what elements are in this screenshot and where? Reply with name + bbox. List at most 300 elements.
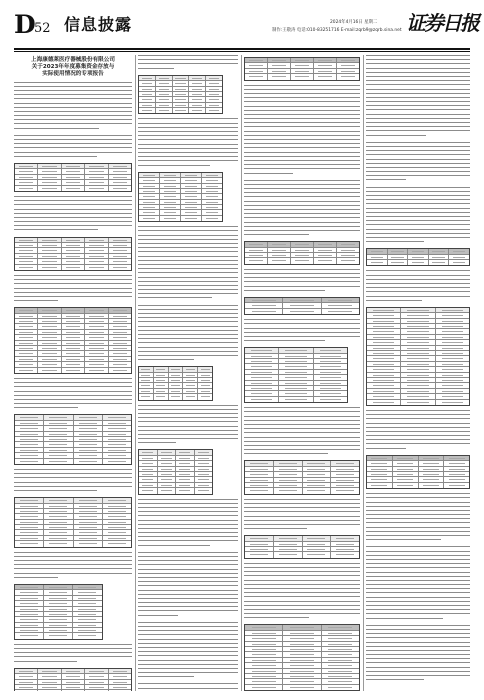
table-cell bbox=[74, 541, 103, 546]
table-cell bbox=[303, 547, 332, 551]
table-cell bbox=[202, 173, 222, 177]
table-cell bbox=[15, 520, 44, 524]
table-cell bbox=[109, 314, 131, 318]
text-paragraph bbox=[366, 625, 470, 684]
column-separator bbox=[363, 55, 364, 691]
table-cell bbox=[103, 415, 131, 419]
text-paragraph bbox=[138, 552, 238, 619]
table-cell bbox=[85, 680, 108, 684]
table-cell bbox=[85, 335, 108, 339]
table-cell bbox=[331, 472, 359, 476]
table-cell bbox=[401, 340, 435, 344]
table-cell bbox=[139, 378, 154, 382]
table-cell bbox=[367, 373, 401, 377]
table-cell bbox=[173, 97, 190, 101]
table-cell bbox=[314, 391, 347, 395]
table-cell bbox=[408, 260, 429, 265]
table-cell bbox=[337, 253, 359, 257]
table-cell bbox=[103, 426, 131, 430]
table-cell bbox=[15, 509, 44, 513]
table-cell bbox=[245, 69, 268, 73]
table-cell bbox=[109, 308, 131, 312]
table-cell bbox=[195, 477, 213, 481]
table-cell bbox=[15, 341, 38, 345]
table-cell bbox=[15, 448, 44, 452]
table-cell bbox=[303, 467, 332, 471]
table-cell bbox=[183, 389, 198, 393]
text-paragraph bbox=[14, 644, 132, 665]
table-cell bbox=[73, 612, 101, 616]
text-paragraph bbox=[366, 142, 470, 184]
table-cell bbox=[183, 378, 198, 382]
table-cell bbox=[367, 255, 388, 259]
table-cell bbox=[38, 335, 61, 339]
table-cell bbox=[202, 205, 222, 209]
table-cell bbox=[15, 453, 44, 457]
column-separator bbox=[241, 55, 242, 691]
table-cell bbox=[245, 472, 274, 476]
table-cell bbox=[15, 525, 44, 529]
table-cell bbox=[15, 628, 44, 632]
table-cell bbox=[245, 467, 274, 471]
table-cell bbox=[73, 633, 101, 638]
table-cell bbox=[38, 254, 61, 258]
table-cell bbox=[245, 298, 283, 302]
table-row bbox=[245, 309, 359, 314]
table-cell bbox=[103, 453, 131, 457]
table-cell bbox=[15, 314, 38, 318]
table-cell bbox=[139, 184, 160, 188]
table-cell bbox=[156, 97, 173, 101]
table-cell bbox=[109, 330, 131, 334]
table-cell bbox=[206, 103, 222, 107]
table-cell bbox=[160, 173, 181, 177]
table-cell bbox=[393, 456, 419, 460]
table-cell bbox=[367, 483, 393, 488]
table-cell bbox=[283, 298, 321, 302]
table-cell bbox=[109, 238, 131, 242]
table-cell bbox=[367, 461, 393, 465]
table-cell bbox=[303, 472, 332, 476]
table-cell bbox=[139, 483, 158, 487]
table-cell bbox=[73, 607, 101, 611]
table-cell bbox=[158, 488, 177, 493]
table-cell bbox=[103, 541, 131, 546]
table-cell bbox=[154, 378, 169, 382]
table-cell bbox=[139, 477, 158, 481]
issue-date: 2024年4月16日 星期二 bbox=[330, 20, 378, 25]
table-cell bbox=[160, 194, 181, 198]
text-paragraph bbox=[244, 319, 360, 344]
table-cell bbox=[195, 488, 213, 493]
table-cell bbox=[314, 359, 347, 363]
masthead-rule-thin bbox=[14, 51, 470, 52]
table-cell bbox=[85, 341, 108, 345]
table-cell bbox=[103, 536, 131, 540]
table-cell bbox=[181, 189, 202, 193]
table-cell bbox=[173, 103, 190, 107]
table-cell bbox=[85, 259, 108, 263]
table-cell bbox=[15, 426, 44, 430]
table-cell bbox=[44, 453, 73, 457]
table-cell bbox=[109, 265, 131, 270]
table-cell bbox=[38, 169, 61, 173]
table-cell bbox=[314, 370, 347, 374]
table-cell bbox=[367, 362, 401, 366]
column-1 bbox=[14, 55, 132, 691]
table-cell bbox=[322, 647, 359, 651]
table-cell bbox=[189, 97, 206, 101]
table-cell bbox=[44, 617, 73, 621]
table-cell bbox=[189, 76, 206, 80]
text-paragraph bbox=[14, 469, 132, 494]
page-number: 52 bbox=[34, 21, 51, 36]
table-cell bbox=[62, 362, 85, 366]
table-cell bbox=[156, 108, 173, 113]
table-cell bbox=[314, 63, 337, 67]
table-cell bbox=[176, 483, 195, 487]
table-cell bbox=[103, 442, 131, 446]
table-cell bbox=[436, 378, 469, 382]
table-cell bbox=[245, 552, 274, 557]
table-cell bbox=[314, 381, 347, 385]
table-cell bbox=[38, 186, 61, 191]
table-cell bbox=[291, 69, 314, 73]
table-cell bbox=[322, 298, 359, 302]
data-table bbox=[14, 668, 132, 691]
table-cell bbox=[109, 319, 131, 323]
table-cell bbox=[367, 340, 401, 344]
table-cell bbox=[15, 319, 38, 323]
table-cell bbox=[44, 437, 73, 441]
table-cell bbox=[158, 467, 177, 471]
table-cell bbox=[109, 368, 131, 373]
text-paragraph bbox=[138, 499, 238, 549]
table-cell bbox=[103, 448, 131, 452]
table-row bbox=[245, 488, 359, 493]
table-cell bbox=[103, 509, 131, 513]
table-cell bbox=[85, 308, 108, 312]
table-cell bbox=[74, 530, 103, 534]
table-cell bbox=[44, 530, 73, 534]
table-cell bbox=[245, 685, 283, 690]
table-cell bbox=[160, 184, 181, 188]
table-cell bbox=[109, 175, 131, 179]
table-row bbox=[139, 488, 212, 493]
table-cell bbox=[268, 58, 291, 62]
table-cell bbox=[367, 249, 388, 253]
table-cell bbox=[245, 391, 279, 395]
table-cell bbox=[367, 389, 401, 393]
table-cell bbox=[245, 381, 279, 385]
table-cell bbox=[337, 74, 359, 79]
table-cell bbox=[139, 216, 160, 221]
masthead-rule bbox=[14, 48, 470, 50]
table-cell bbox=[367, 467, 393, 471]
table-cell bbox=[245, 370, 279, 374]
table-cell bbox=[15, 248, 38, 252]
table-cell bbox=[44, 514, 73, 518]
table-cell bbox=[436, 313, 469, 317]
table-cell bbox=[109, 690, 131, 691]
table-cell bbox=[291, 253, 314, 257]
table-cell bbox=[15, 590, 44, 594]
text-paragraph bbox=[244, 180, 360, 239]
article-headline bbox=[14, 57, 132, 79]
table-cell bbox=[139, 194, 160, 198]
table-cell bbox=[337, 248, 359, 252]
table-cell bbox=[15, 324, 38, 328]
table-cell bbox=[38, 175, 61, 179]
table-cell bbox=[38, 680, 61, 684]
data-table bbox=[14, 307, 132, 374]
table-cell bbox=[44, 541, 73, 546]
table-cell bbox=[62, 669, 85, 673]
section-title: 信息披露 bbox=[64, 15, 133, 34]
table-cell bbox=[393, 467, 419, 471]
table-cell bbox=[331, 461, 359, 465]
table-cell bbox=[62, 319, 85, 323]
table-cell bbox=[139, 383, 154, 387]
table-cell bbox=[103, 504, 131, 508]
table-cell bbox=[103, 421, 131, 425]
table-cell bbox=[322, 658, 359, 662]
table-cell bbox=[314, 248, 337, 252]
table-cell bbox=[74, 520, 103, 524]
table-cell bbox=[15, 351, 38, 355]
text-paragraph bbox=[366, 493, 470, 543]
table-cell bbox=[322, 636, 359, 640]
table-cell bbox=[283, 303, 321, 307]
table-cell bbox=[85, 319, 108, 323]
table-cell bbox=[158, 483, 177, 487]
text-paragraph bbox=[366, 270, 470, 304]
table-cell bbox=[38, 314, 61, 318]
text-paragraph bbox=[14, 135, 132, 160]
table-cell bbox=[15, 498, 44, 502]
table-cell bbox=[38, 362, 61, 366]
table-cell bbox=[245, 258, 268, 263]
table-cell bbox=[62, 351, 85, 355]
table-cell bbox=[74, 415, 103, 419]
table-cell bbox=[444, 467, 469, 471]
table-cell bbox=[436, 389, 469, 393]
table-cell bbox=[38, 341, 61, 345]
table-cell bbox=[274, 472, 303, 476]
table-cell bbox=[436, 400, 469, 405]
table-cell bbox=[62, 341, 85, 345]
table-cell bbox=[85, 164, 108, 168]
table-cell bbox=[279, 364, 313, 368]
table-cell bbox=[449, 249, 469, 253]
table-cell bbox=[73, 601, 101, 605]
text-paragraph bbox=[14, 378, 132, 412]
table-cell bbox=[139, 373, 154, 377]
table-cell bbox=[44, 421, 73, 425]
table-cell bbox=[85, 368, 108, 373]
table-cell bbox=[15, 612, 44, 616]
table-cell bbox=[367, 378, 401, 382]
table-cell bbox=[189, 81, 206, 85]
table-cell bbox=[44, 628, 73, 632]
data-table bbox=[366, 307, 470, 406]
table-cell bbox=[283, 642, 321, 646]
table-cell bbox=[245, 625, 283, 629]
text-paragraph bbox=[138, 683, 238, 691]
table-cell bbox=[15, 330, 38, 334]
table-cell bbox=[85, 669, 108, 673]
table-cell bbox=[85, 324, 108, 328]
table-cell bbox=[15, 308, 38, 312]
table-cell bbox=[314, 242, 337, 246]
table-cell bbox=[245, 478, 274, 482]
table-cell bbox=[183, 383, 198, 387]
table-cell bbox=[154, 383, 169, 387]
table-cell bbox=[198, 383, 212, 387]
table-row bbox=[15, 690, 131, 691]
text-paragraph bbox=[244, 563, 360, 622]
table-cell bbox=[367, 400, 401, 405]
table-cell bbox=[322, 652, 359, 656]
table-cell bbox=[401, 313, 435, 317]
table-cell bbox=[169, 389, 184, 393]
table-cell bbox=[176, 467, 195, 471]
table-cell bbox=[139, 488, 158, 493]
table-cell bbox=[268, 63, 291, 67]
table-cell bbox=[15, 596, 44, 600]
table-cell bbox=[85, 265, 108, 270]
table-cell bbox=[15, 585, 44, 589]
table-cell bbox=[206, 97, 222, 101]
table-cell bbox=[85, 238, 108, 242]
table-cell bbox=[139, 76, 156, 80]
table-cell bbox=[401, 335, 435, 339]
table-cell bbox=[156, 103, 173, 107]
table-cell bbox=[189, 103, 206, 107]
table-cell bbox=[109, 169, 131, 173]
table-cell bbox=[62, 346, 85, 350]
table-cell bbox=[139, 456, 158, 460]
table-cell bbox=[198, 378, 212, 382]
table-cell bbox=[109, 674, 131, 678]
table-cell bbox=[139, 210, 160, 214]
table-cell bbox=[331, 536, 359, 540]
table-cell bbox=[85, 254, 108, 258]
table-cell bbox=[314, 354, 347, 358]
table-row bbox=[367, 483, 469, 488]
table-cell bbox=[38, 690, 61, 691]
table-cell bbox=[314, 69, 337, 73]
table-cell bbox=[279, 391, 313, 395]
table-cell bbox=[74, 426, 103, 430]
table-cell bbox=[154, 367, 169, 371]
table-cell bbox=[279, 348, 313, 352]
table-cell bbox=[279, 370, 313, 374]
table-cell bbox=[74, 504, 103, 508]
table-cell bbox=[85, 180, 108, 184]
table-cell bbox=[283, 669, 321, 673]
table-cell bbox=[181, 200, 202, 204]
text-paragraph bbox=[244, 499, 360, 533]
table-cell bbox=[169, 378, 184, 382]
table-cell bbox=[198, 373, 212, 377]
table-row bbox=[245, 397, 347, 402]
table-cell bbox=[38, 180, 61, 184]
table-cell bbox=[314, 253, 337, 257]
table-cell bbox=[44, 426, 73, 430]
table-cell bbox=[189, 92, 206, 96]
table-cell bbox=[156, 87, 173, 91]
table-cell bbox=[15, 432, 44, 436]
table-cell bbox=[62, 175, 85, 179]
table-cell bbox=[181, 194, 202, 198]
table-cell bbox=[44, 525, 73, 529]
table-cell bbox=[283, 652, 321, 656]
table-cell bbox=[15, 504, 44, 508]
table-cell bbox=[109, 351, 131, 355]
table-cell bbox=[109, 259, 131, 263]
table-cell bbox=[160, 178, 181, 182]
table-cell bbox=[401, 383, 435, 387]
table-cell bbox=[109, 357, 131, 361]
table-cell bbox=[15, 357, 38, 361]
table-cell bbox=[303, 552, 332, 557]
table-cell bbox=[109, 248, 131, 252]
table-cell bbox=[139, 389, 154, 393]
table-cell bbox=[139, 461, 158, 465]
table-cell bbox=[367, 346, 401, 350]
table-cell bbox=[337, 242, 359, 246]
table-cell bbox=[38, 669, 61, 673]
table-cell bbox=[139, 108, 156, 113]
table-cell bbox=[139, 472, 158, 476]
table-cell bbox=[158, 477, 177, 481]
table-cell bbox=[15, 243, 38, 247]
table-row bbox=[15, 265, 131, 270]
table-cell bbox=[322, 674, 359, 678]
table-cell bbox=[291, 58, 314, 62]
masthead bbox=[14, 10, 478, 48]
editor-contact: 制作:王敬涛 电话:010-83251716 E-mail:zqrb9@zqrb.sina.net bbox=[272, 28, 402, 33]
table-cell bbox=[274, 552, 303, 557]
table-cell bbox=[73, 596, 101, 600]
table-cell bbox=[62, 254, 85, 258]
table-cell bbox=[436, 356, 469, 360]
table-cell bbox=[176, 461, 195, 465]
table-cell bbox=[245, 669, 283, 673]
table-cell bbox=[74, 525, 103, 529]
table-cell bbox=[160, 210, 181, 214]
table-cell bbox=[62, 186, 85, 191]
table-cell bbox=[74, 442, 103, 446]
table-cell bbox=[436, 351, 469, 355]
table-cell bbox=[160, 205, 181, 209]
table-cell bbox=[44, 520, 73, 524]
table-cell bbox=[15, 164, 38, 168]
table-cell bbox=[419, 472, 445, 476]
table-cell bbox=[419, 456, 445, 460]
table-cell bbox=[322, 685, 359, 690]
table-cell bbox=[283, 309, 321, 314]
headline-line-1: 上海康德莱医疗器械股份有限公司 bbox=[31, 57, 115, 63]
table-cell bbox=[322, 309, 359, 314]
table-cell bbox=[139, 467, 158, 471]
table-cell bbox=[419, 461, 445, 465]
table-cell bbox=[85, 169, 108, 173]
table-cell bbox=[268, 242, 291, 246]
table-cell bbox=[139, 92, 156, 96]
table-cell bbox=[38, 248, 61, 252]
